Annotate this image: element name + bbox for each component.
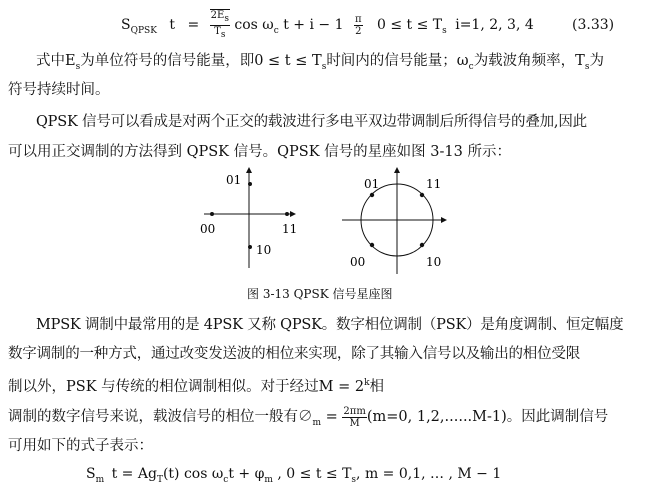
eq-lhs: $S_{QPSK}$ bbox=[121, 17, 157, 36]
para2-line2: 可以用正交调制的方法得到 QPSK 信号。QPSK 信号的星座如图 3-13 所示： bbox=[8, 144, 511, 160]
equation-number: (3.33) bbox=[572, 17, 615, 33]
right-point-11 bbox=[420, 193, 424, 197]
eq-index: i=1, 2, 3, 4 bbox=[455, 17, 534, 33]
para3-line3: 制以外，PSK 与传统的相位调制相似。对于经过$M = 2^k$相 bbox=[8, 378, 385, 395]
qpsk-constellation-figure bbox=[190, 162, 480, 286]
right-point-10 bbox=[420, 243, 424, 247]
equation-sm: $S_m$ $t = Ag_T(t)$ $\cos \omega_ct + \varphi_m$ , $0 \le t \le T_s$, m = 0,1, … , M − 1 bbox=[86, 466, 502, 485]
para1-line1: 式中$E_s$为单位符号的信号能量，即$0 \le t \le T_s$时间内的信号能量；$\omega_c$为载波角频率，$T_s$为 bbox=[36, 53, 604, 72]
left-constellation bbox=[200, 168, 297, 268]
right-point-01 bbox=[370, 193, 374, 197]
left-label-00: 00 bbox=[200, 222, 216, 236]
para3-line5: 可用如下的式子表示： bbox=[8, 438, 153, 454]
right-constellation bbox=[342, 168, 446, 274]
right-label-11: 11 bbox=[426, 177, 442, 191]
para3-line1: MPSK 调制中最常用的是 4PSK 又称 QPSK。数字相位调制（PSK）是角度调制、恒定幅度 bbox=[36, 317, 624, 333]
right-label-01: 01 bbox=[364, 177, 380, 191]
para1-line2: 符号持续时间。 bbox=[8, 82, 110, 98]
eq-cos: $\cos \omega_c$ bbox=[234, 17, 279, 36]
eq-pi-over-2: $\frac{\pi}{2}$ bbox=[354, 13, 362, 37]
equation-3-33 bbox=[121, 8, 534, 42]
para2-line1: QPSK 信号可以看成是对两个正交的载波进行多电平双边带调制后所得信号的叠加,因此 bbox=[36, 114, 587, 130]
figure-caption: 图 3-13 QPSK 信号星座图 bbox=[247, 287, 393, 301]
eq-equals: = bbox=[187, 17, 200, 33]
right-label-10: 10 bbox=[426, 255, 442, 269]
right-label-00: 00 bbox=[350, 255, 366, 269]
left-point-00 bbox=[210, 212, 214, 216]
left-label-11: 11 bbox=[282, 222, 298, 236]
left-label-01: 01 bbox=[226, 173, 242, 187]
eq-range: $0 \le t \le T_s$ bbox=[377, 17, 447, 36]
left-point-01 bbox=[248, 182, 252, 186]
para3-line2: 数字调制的一种方式，通过改变发送波的相位来实现，除了其输入信号以及输出的相位受限 bbox=[8, 346, 580, 362]
left-point-10 bbox=[248, 245, 252, 249]
right-point-00 bbox=[370, 243, 374, 247]
eq-phase: t + i − 1 bbox=[283, 17, 344, 33]
phase-fraction: $\frac{2\pi m}{M}$ bbox=[343, 405, 366, 429]
eq-t: t bbox=[169, 17, 176, 33]
eq-sqrt-fraction: $\frac{2E_s}{T_s}$ bbox=[210, 10, 229, 40]
left-label-10: 10 bbox=[256, 243, 272, 257]
para3-line4: 调制的数字信号来说，载波信号的相位一般有$\emptyset_m$ = $\frac{2\pi m}{M}$ (m=0, 1,2,......M-1)。因此调制信号 bbox=[8, 405, 609, 429]
left-point-11 bbox=[285, 212, 289, 216]
